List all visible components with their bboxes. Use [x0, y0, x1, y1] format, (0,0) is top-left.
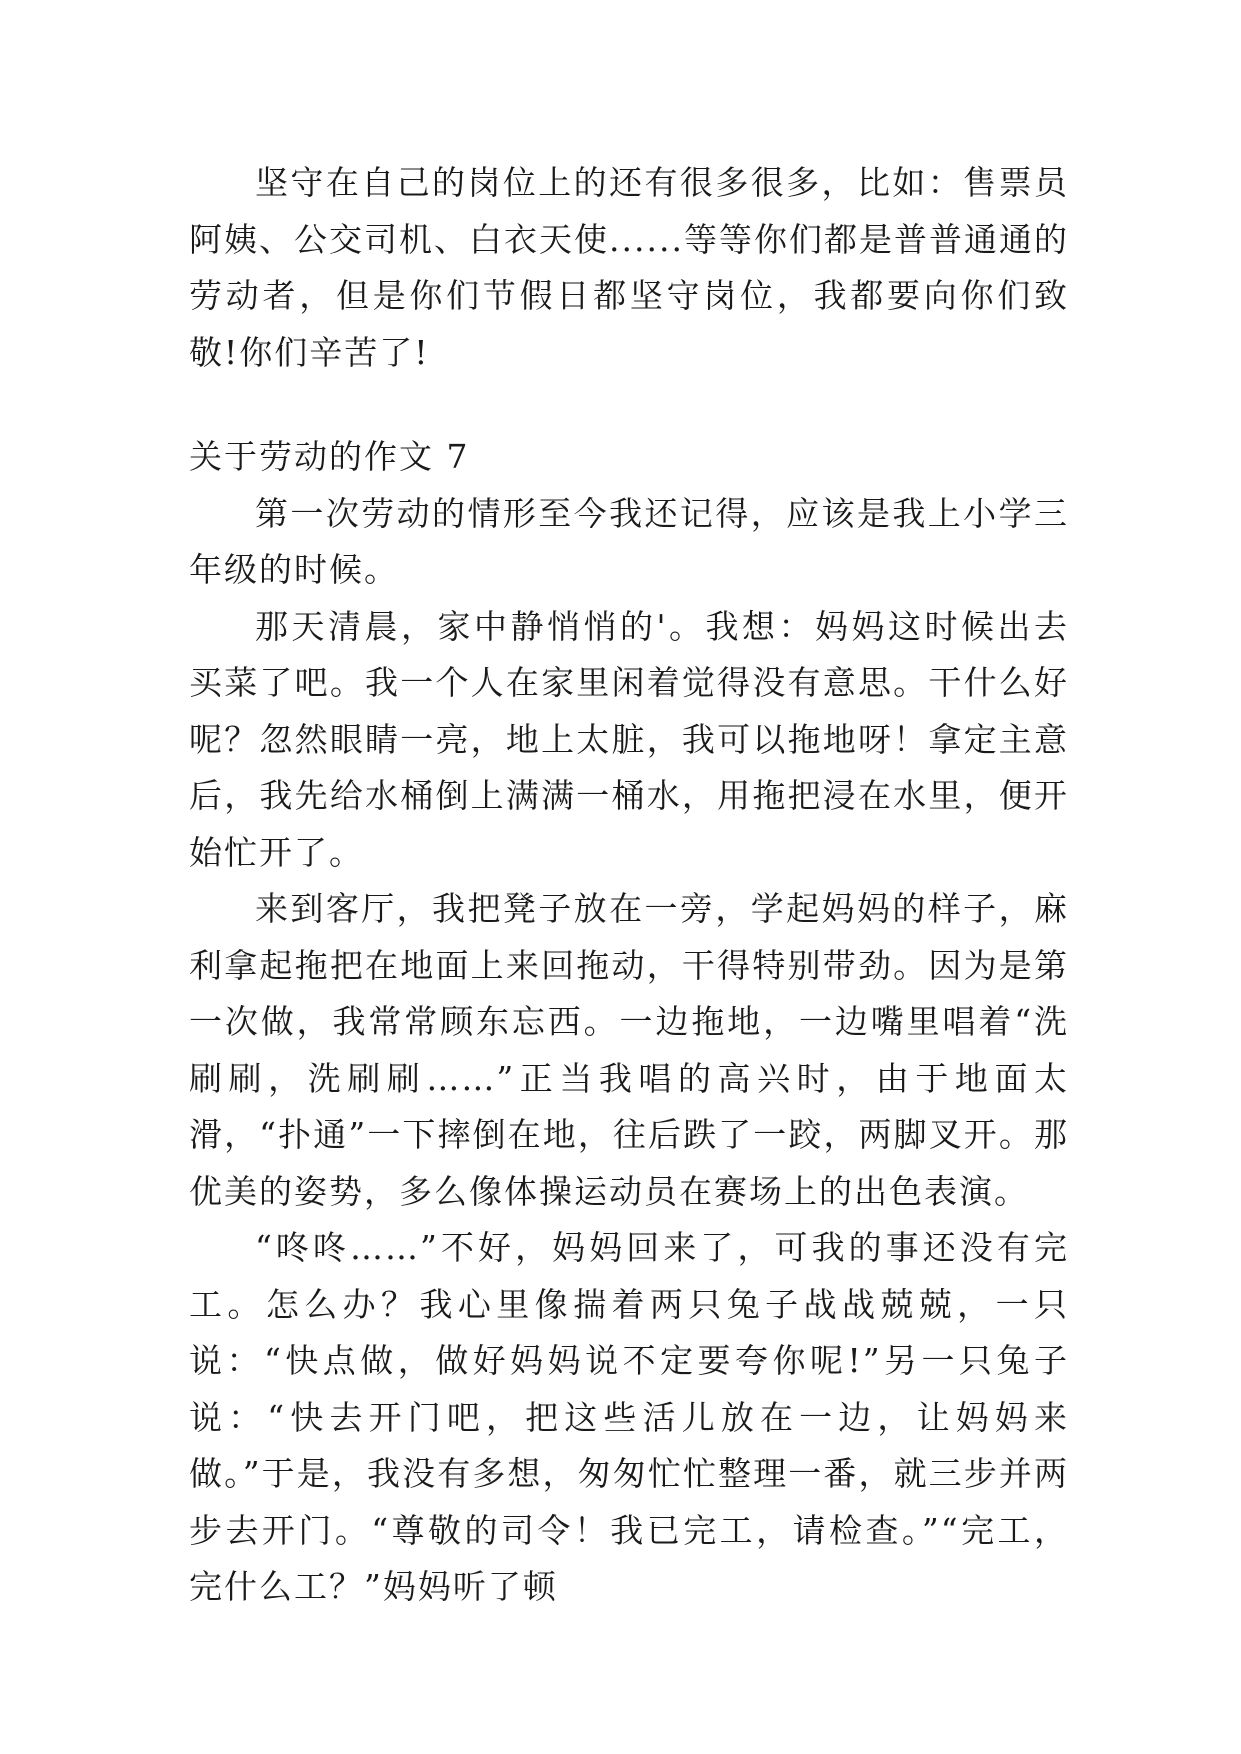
paragraph: 来到客厅，我把凳子放在一旁，学起妈妈的样子，麻利拿起拖把在地面上来回拖动，干得特别带劲。因为是第一次做，我常常顾东忘西。一边拖地，一边嘴里唱着“洗刷刷，洗刷刷……”正当我唱的高兴时，由于地面太滑，“扑通”一下摔倒在地，往后跌了一跤，两脚叉开。那优美的姿势，多么像体操运动员在赛场上的出色表演。 — [189, 889, 1069, 1211]
paragraph: “咚咚……”不好，妈妈回来了，可我的事还没有完工。怎么办？我心里像揣着两只兔子战战兢兢，一只说：“快点做，做好妈妈说不定要夸你呢!”另一只兔子说：“快去开门吧，把这些活儿放在一边，让妈妈来做。”于是，我没有多想，匆匆忙忙整理一番，就三步并两步去开门。“尊敬的司令！我已完工，请检查。”“完工，完什么工？”妈妈听了顿 — [189, 1228, 1069, 1606]
document-body — [189, 155, 1069, 1616]
paragraph: 那天清晨，家中静悄悄的'。我想：妈妈这时候出去买菜了吧。我一个人在家里闲着觉得没有意思。干什么好呢？忽然眼睛一亮，地上太脏，我可以拖地呀！拿定主意后，我先给水桶倒上满满一桶水，用拖把浸在水里，便开始忙开了。 — [189, 606, 1069, 872]
paragraph: 第一次劳动的情形至今我还记得，应该是我上小学三年级的时候。 — [189, 493, 1069, 589]
intro-paragraph: 坚守在自己的岗位上的还有很多很多，比如：售票员阿姨、公交司机、白衣天使......等等你们都是普普通通的劳动者，但是你们节假日都坚守岗位，我都要向你们致敬!你们辛苦了! — [189, 163, 1069, 372]
section-heading: 关于劳动的作文 7 — [189, 437, 470, 476]
